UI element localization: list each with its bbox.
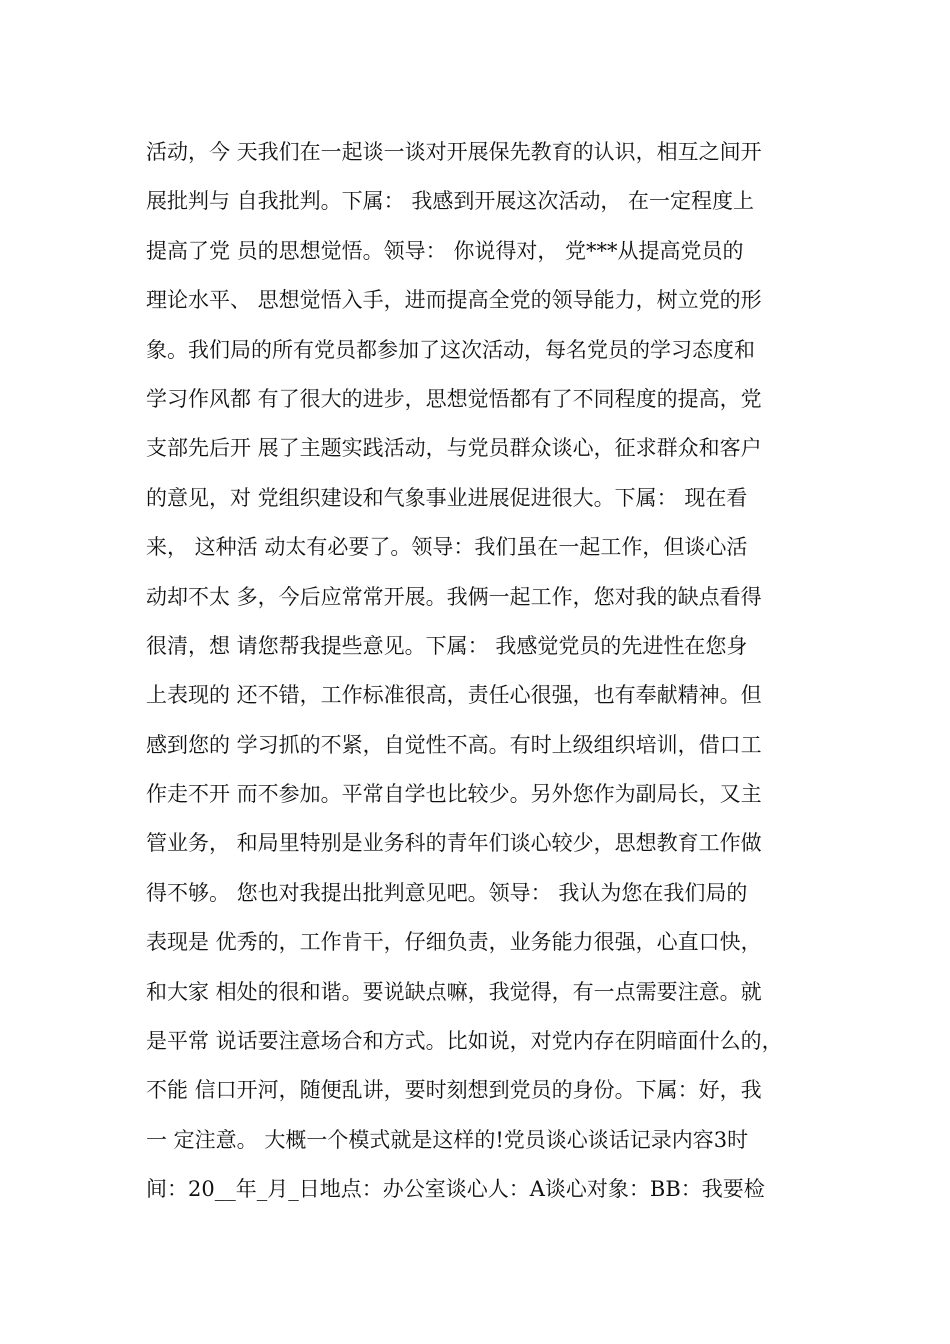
text-line: 展批判与 自我批判。下属： 我感到开展这次活动， 在一定程度上 — [146, 189, 755, 214]
text-line: 管业务， 和局里特别是业务科的青年们谈心较少，思想教育工作做 — [146, 831, 762, 856]
text-line: 学习作风都 有了很大的进步，思想觉悟都有了不同程度的提高，党 — [146, 386, 762, 411]
text-line: 表现是 优秀的，工作肯干，仔细负责，业务能力很强，心直口快， — [146, 930, 762, 955]
text-line: 一 定注意。 大概一个模式就是这样的!党员谈心谈话记录内容3时 — [146, 1127, 749, 1152]
text-line: 很清，想 请您帮我提些意见。下属： 我感觉党员的先进性在您身 — [146, 633, 748, 658]
text-line: 不能 信口开河，随便乱讲，要时刻想到党员的身份。下属：好，我 — [146, 1078, 762, 1103]
text-line: 和大家 相处的很和谐。要说缺点嘛，我觉得，有一点需要注意。就 — [146, 979, 762, 1004]
text-line: 活动，今 天我们在一起谈一谈对开展保先教育的认识，相互之间开 — [146, 140, 762, 164]
text-line: 来， 这种活 动太有必要了。领导：我们虽在一起工作，但谈心活 — [146, 535, 748, 560]
text-line: 间：20__年_月_日地点：办公室谈心人：A谈心对象：BB：我要检 — [146, 1177, 765, 1202]
text-line: 理论水平、 思想觉悟入手，进而提高全党的领导能力，树立党的形 — [146, 288, 762, 313]
text-line: 支部先后开 展了主题实践活动，与党员群众谈心，征求群众和客户 — [146, 436, 762, 461]
text-line: 上表现的 还不错，工作标准很高，责任心很强，也有奉献精神。但 — [146, 683, 762, 708]
text-line: 的意见，对 党组织建设和气象事业进展促进很大。下属： 现在看 — [146, 485, 748, 510]
text-line: 是平常 说话要注意场合和方式。比如说，对党内存在阴暗面什么的， — [146, 1029, 783, 1054]
body-text — [146, 128, 826, 1215]
text-line: 象。我们局的所有党员都参加了这次活动，每名党员的学习态度和 — [146, 337, 755, 362]
text-line: 动却不太 多，今后应常常开展。我俩一起工作，您对我的缺点看得 — [146, 584, 762, 609]
text-line: 感到您的 学习抓的不紧，自觉性不高。有时上级组织培训，借口工 — [146, 732, 762, 757]
text-line: 作走不开 而不参加。平常自学也比较少。另外您作为副局长，又主 — [146, 782, 762, 807]
text-line: 得不够。 您也对我提出批判意见吧。领导： 我认为您在我们局的 — [146, 880, 748, 905]
text-line: 提高了党 员的思想觉悟。领导： 你说得对， 党***从提高党员的 — [146, 238, 744, 263]
